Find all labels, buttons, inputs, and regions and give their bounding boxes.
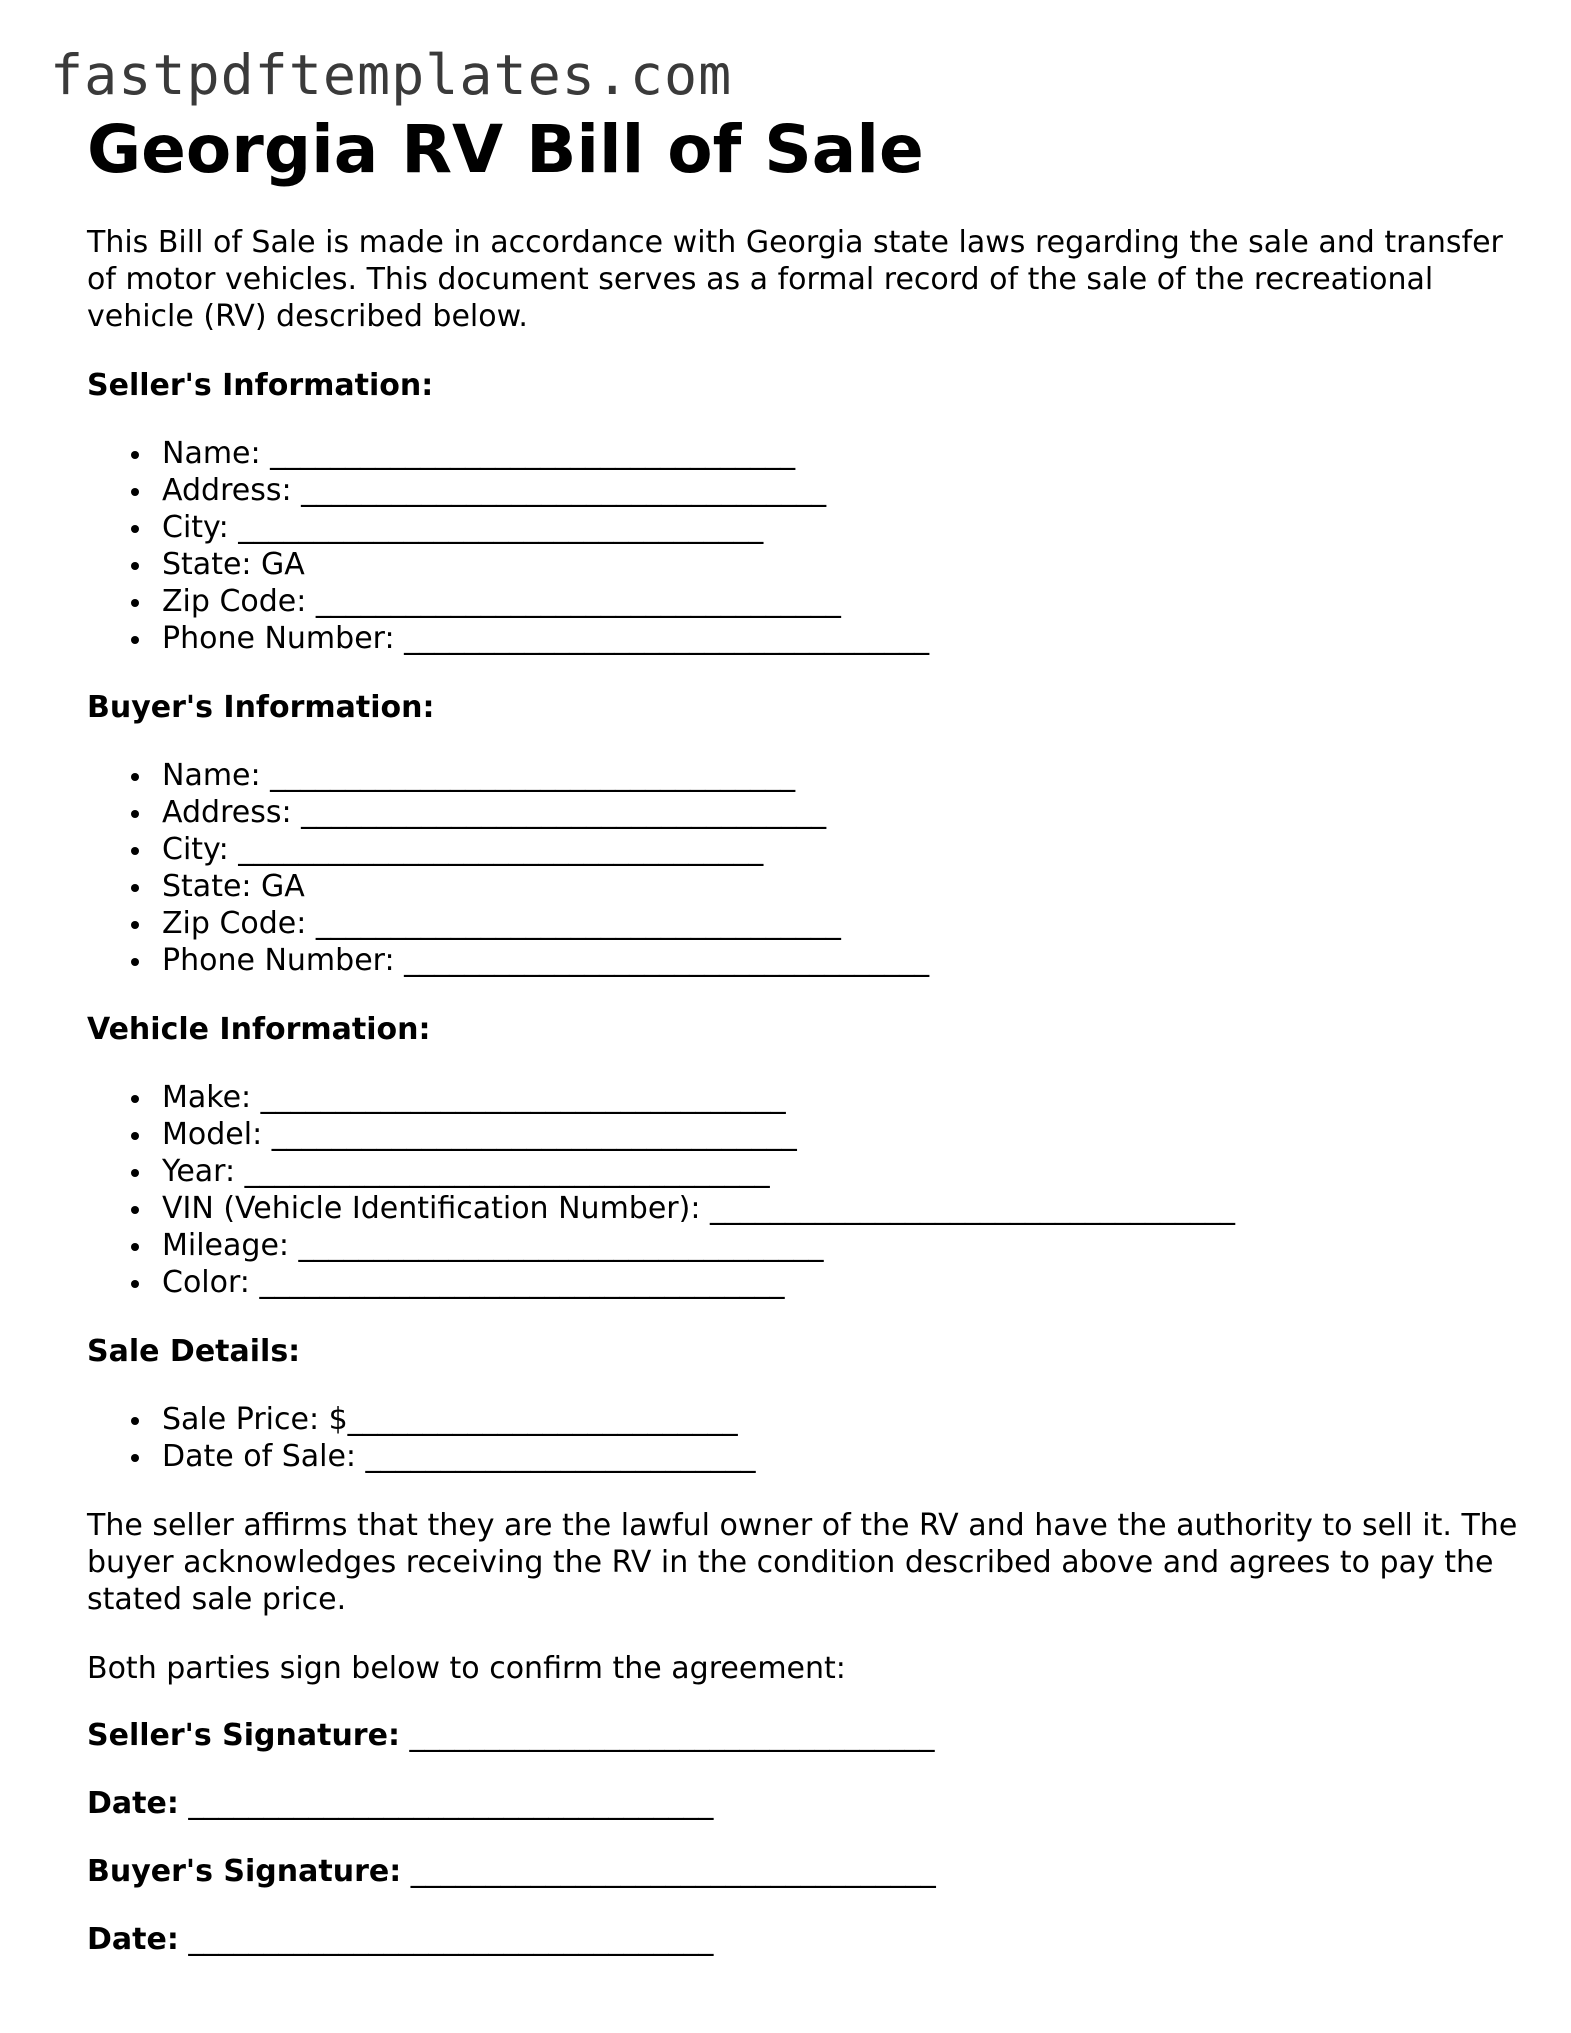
buyer-address-field: Address: ___________________________________ xyxy=(162,794,1527,831)
buyer-name-field: Name: ___________________________________ xyxy=(162,757,1527,794)
buyer-signature-blank: ___________________________________ xyxy=(410,1854,936,1889)
seller-signature-blank: ___________________________________ xyxy=(409,1718,935,1753)
buyer-list xyxy=(87,757,1527,979)
buyer-city-field: City: ___________________________________ xyxy=(162,831,1527,868)
vehicle-color-field: Color: ___________________________________ xyxy=(162,1264,1527,1301)
seller-date-blank: ___________________________________ xyxy=(188,1786,714,1821)
seller-name-field: Name: ___________________________________ xyxy=(162,435,1527,472)
seller-phone-field: Phone Number: ___________________________________ xyxy=(162,620,1527,657)
intro-paragraph: This Bill of Sale is made in accordance with Georgia state laws regarding the sale and transfer of motor vehicles. This document serves as a formal record of the sale of the recreational vehicle (RV) described below. xyxy=(87,225,1503,334)
buyer-date-line xyxy=(87,1921,1527,1959)
seller-signature-line xyxy=(87,1717,1527,1755)
watermark: fastpdftemplates.com xyxy=(50,43,733,107)
seller-list xyxy=(87,435,1527,657)
seller-date-line xyxy=(87,1785,1527,1823)
buyer-heading: Buyer's Information: xyxy=(87,690,435,725)
vehicle-model-field: Model: ___________________________________ xyxy=(162,1116,1527,1153)
seller-state-field: State: GA xyxy=(162,546,1527,583)
vehicle-make-field: Make: ___________________________________ xyxy=(162,1079,1527,1116)
vehicle-heading: Vehicle Information: xyxy=(87,1012,431,1047)
affirmation-paragraph: The seller affirms that they are the lawful owner of the RV and have the authority to sell it. The buyer acknowledges receiving the RV in the condition described above and agrees to pay the stated sale price. xyxy=(87,1508,1518,1617)
seller-signature-label: Seller's Signature: xyxy=(87,1718,400,1753)
seller-city-field: City: ___________________________________ xyxy=(162,509,1527,546)
vehicle-list xyxy=(87,1079,1527,1301)
seller-date-label: Date: xyxy=(87,1786,179,1821)
document-title: Georgia RV Bill of Sale xyxy=(87,111,924,188)
buyer-zip-field: Zip Code: ___________________________________ xyxy=(162,905,1527,942)
vehicle-vin-field: VIN (Vehicle Identification Number): ___________________________________ xyxy=(162,1190,1527,1227)
buyer-signature-label: Buyer's Signature: xyxy=(87,1854,402,1889)
buyer-signature-line xyxy=(87,1853,1527,1891)
seller-heading: Seller's Information: xyxy=(87,368,434,403)
vehicle-year-field: Year: ___________________________________ xyxy=(162,1153,1527,1190)
buyer-phone-field: Phone Number: ___________________________________ xyxy=(162,942,1527,979)
seller-address-field: Address: ___________________________________ xyxy=(162,472,1527,509)
sale-list xyxy=(87,1401,1527,1475)
confirm-paragraph: Both parties sign below to confirm the agreement: xyxy=(87,1651,846,1686)
sale-date-field: Date of Sale: __________________________ xyxy=(162,1438,1527,1475)
document-page xyxy=(87,110,1527,1959)
sale-heading: Sale Details: xyxy=(87,1334,301,1369)
seller-zip-field: Zip Code: ___________________________________ xyxy=(162,583,1527,620)
buyer-date-label: Date: xyxy=(87,1922,179,1957)
buyer-state-field: State: GA xyxy=(162,868,1527,905)
vehicle-mileage-field: Mileage: ___________________________________ xyxy=(162,1227,1527,1264)
sale-price-field: Sale Price: $__________________________ xyxy=(162,1401,1527,1438)
buyer-date-blank: ___________________________________ xyxy=(188,1922,714,1957)
